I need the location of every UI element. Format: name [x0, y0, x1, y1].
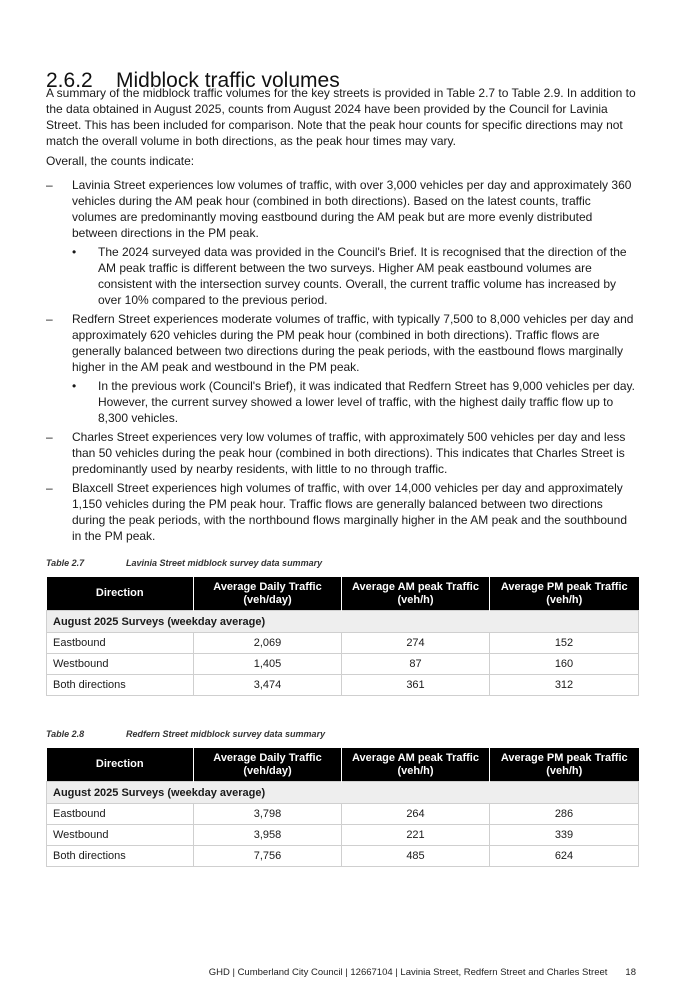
dash-marker: –	[46, 430, 53, 444]
column-header: Average Daily Traffic (veh/day)	[194, 577, 342, 611]
footer-text: GHD | Cumberland City Council | 12667104 | Lavinia Street, Redfern Street and Charles Street	[208, 967, 608, 978]
table-cell: 221	[342, 825, 490, 846]
dash-marker: –	[46, 481, 53, 495]
column-header: Direction	[47, 748, 194, 782]
table-cell: 361	[342, 675, 490, 696]
table-cell: 286	[490, 804, 639, 825]
table-cell: Westbound	[47, 825, 194, 846]
table-header-row	[47, 577, 639, 611]
column-header: Average PM peak Traffic (veh/h)	[490, 748, 639, 782]
table-cell: 87	[342, 654, 490, 675]
list-item-text: Redfern Street experiences moderate volumes of traffic, with typically 7,500 to 8,000 vehicles per day and approximately 620 vehicles during the PM peak hour (combined in both directions). Traffic flows are generally balanced between two directions during the peak periods, with the eastbound flows marginally higher in the AM peak and westbound in the PM peak.	[72, 312, 634, 374]
table-group-row	[47, 782, 639, 804]
table-cell: 7,756	[194, 846, 342, 867]
table-cell: 624	[490, 846, 639, 867]
table-row	[47, 654, 639, 675]
data-table-redfern	[46, 748, 639, 867]
column-header: Average AM peak Traffic (veh/h)	[342, 577, 490, 611]
column-header: Average AM peak Traffic (veh/h)	[342, 748, 490, 782]
table-cell: 339	[490, 825, 639, 846]
bullet-marker: •	[72, 245, 77, 259]
list-item-text: Charles Street experiences very low volumes of traffic, with approximately 500 vehicles per day and less than 50 vehicles during the peak hour (combined in both directions). This indicates that Charles Street is predominantly used by nearby residents, with little to no through traffic.	[72, 430, 626, 476]
group-label: August 2025 Surveys (weekday average)	[47, 611, 639, 633]
sub-item-text: The 2024 surveyed data was provided in the Council's Brief. It is recognised that the direction of the AM peak traffic is different between the two surveys. Higher AM peak eastbound volumes are consistent with the intersection survey counts. Overall, the current traffic volume has increased by over 10% compared to the previous period.	[98, 245, 627, 307]
table-title: Redfern Street midblock survey data summary	[126, 729, 326, 739]
table-cell: Westbound	[47, 654, 194, 675]
intro-paragraph: A summary of the midblock traffic volumes for the key streets is provided in Table 2.7 to Table 2.9. In addition to the data obtained in August 2025, counts from August 2024 have been provided by the Council for Lavinia Street. This has been included for comparison. Note that the peak hour counts for specific directions may not match the overall volume in both directions, as the peak hour times may vary.	[46, 86, 636, 148]
table-cell: 312	[490, 675, 639, 696]
table-number: Table 2.8	[46, 729, 85, 739]
table-row	[47, 633, 639, 654]
sub-item-text: In the previous work (Council's Brief), it was indicated that Redfern Street has 9,000 vehicles per day. However, the current survey showed a lower level of traffic, with the highest daily traffic flow up to 8,300 vehicles.	[98, 379, 635, 425]
table-cell: 160	[490, 654, 639, 675]
column-header: Direction	[47, 577, 194, 611]
table-cell: Eastbound	[47, 804, 194, 825]
dash-marker: –	[46, 178, 53, 192]
table-cell: Both directions	[47, 846, 194, 867]
dash-marker: –	[46, 312, 53, 326]
table-cell: Eastbound	[47, 633, 194, 654]
table-header-row	[47, 748, 639, 782]
table-cell: 3,474	[194, 675, 342, 696]
table-cell: 1,405	[194, 654, 342, 675]
page-number: 18	[625, 967, 636, 978]
table-cell: 2,069	[194, 633, 342, 654]
table-cell: 152	[490, 633, 639, 654]
list-item-text: Blaxcell Street experiences high volumes of traffic, with over 14,000 vehicles per day and approximately 1,150 vehicles during the PM peak hour. Traffic flows are generally balanced between two directions during the peak periods, with the northbound flows marginally higher in the AM peak and the southbound in the PM peak.	[72, 481, 628, 543]
table-row	[47, 846, 639, 867]
table-caption	[46, 558, 322, 568]
list-item-text: Lavinia Street experiences low volumes of traffic, with over 3,000 vehicles per day and approximately 360 vehicles during the AM peak hour (combined in both directions). Based on the latest counts, traffic volumes are predominantly moving eastbound during the AM peak but are more evenly distributed between directions in the PM peak.	[72, 178, 632, 240]
table-row	[47, 825, 639, 846]
table-cell: Both directions	[47, 675, 194, 696]
table-cell: 3,798	[194, 804, 342, 825]
column-header: Average Daily Traffic (veh/day)	[194, 748, 342, 782]
section-title: Midblock traffic volumes	[116, 69, 340, 93]
group-label: August 2025 Surveys (weekday average)	[47, 782, 639, 804]
table-cell: 485	[342, 846, 490, 867]
table-caption	[46, 729, 325, 739]
table-number: Table 2.7	[46, 558, 85, 568]
table-title: Lavinia Street midblock survey data summary	[126, 558, 323, 568]
table-cell: 264	[342, 804, 490, 825]
section-number: 2.6.2	[46, 69, 93, 93]
bullet-marker: •	[72, 379, 77, 393]
table-cell: 274	[342, 633, 490, 654]
table-group-row	[47, 611, 639, 633]
table-row	[47, 675, 639, 696]
overall-paragraph: Overall, the counts indicate:	[46, 154, 195, 168]
table-cell: 3,958	[194, 825, 342, 846]
column-header: Average PM peak Traffic (veh/h)	[490, 577, 639, 611]
page-footer	[209, 967, 636, 978]
data-table-lavinia	[46, 577, 639, 696]
table-row	[47, 804, 639, 825]
